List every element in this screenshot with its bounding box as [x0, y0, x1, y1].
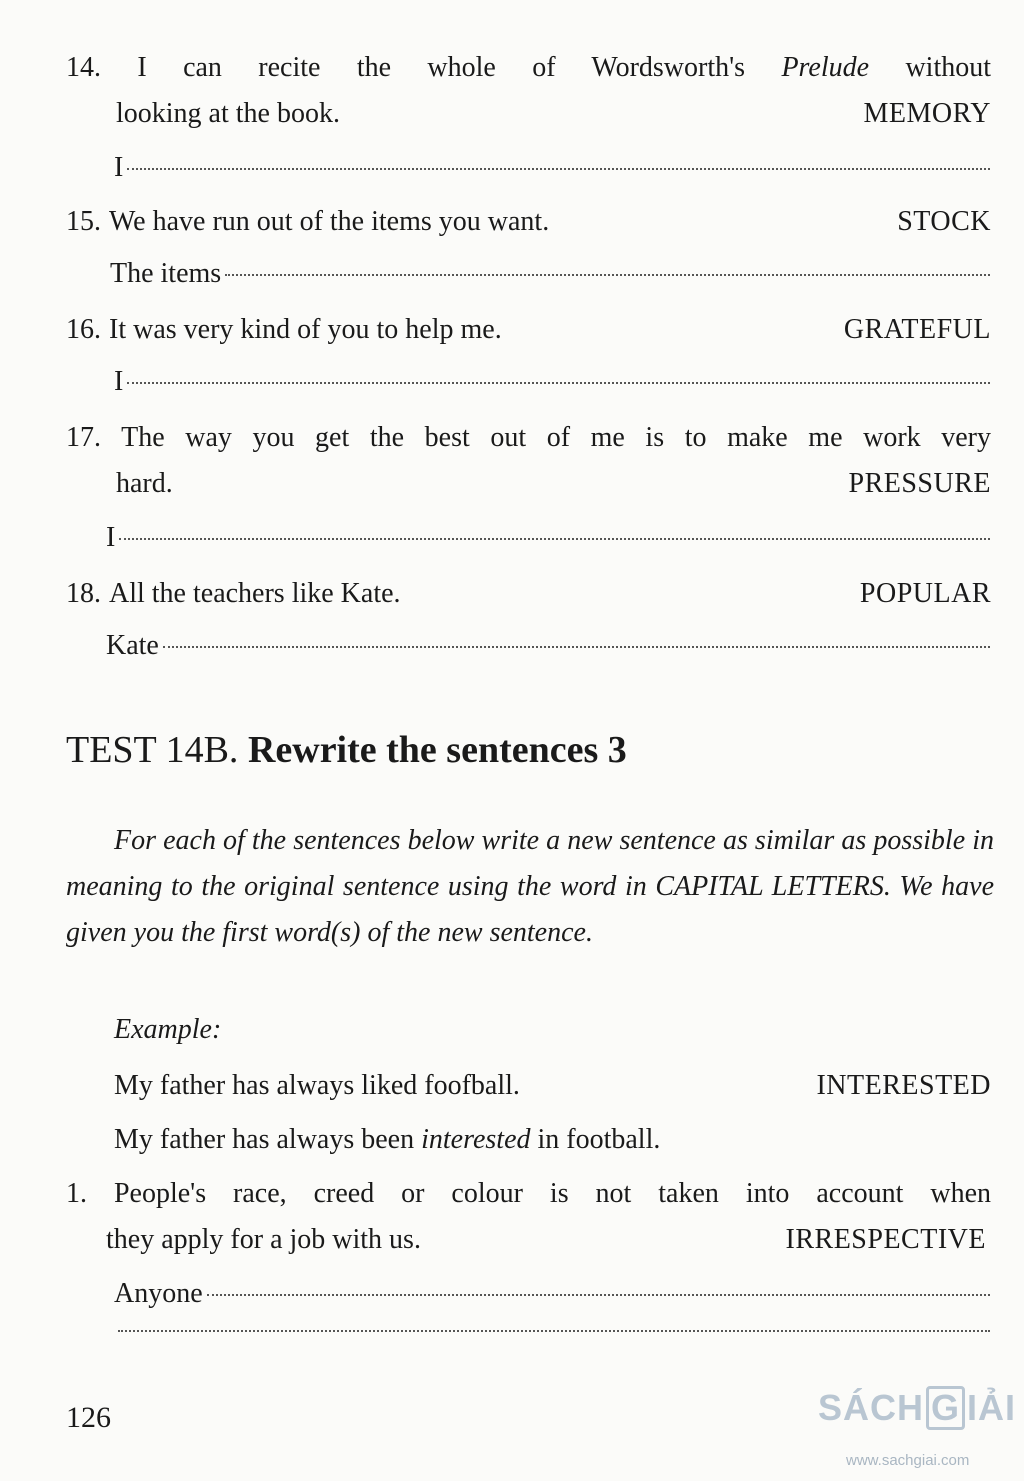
item-17-line2 [116, 466, 991, 502]
question-1-line1 [66, 1176, 991, 1212]
item-14-keyword: MEMORY [863, 98, 991, 129]
question-1-answer[interactable] [114, 1276, 990, 1312]
item-14-text: 14. I can recite the whole of Wordsworth's Prelude without [66, 52, 991, 83]
item-17-keyword: PRESSURE [848, 468, 991, 499]
answer-dotted-line[interactable] [127, 168, 990, 170]
test-heading [66, 726, 627, 774]
example-sentence: My father has always liked foofball. [114, 1070, 520, 1101]
item-16-keyword: GRATEFUL [843, 314, 991, 345]
item-14-text-cont: looking at the book. [116, 98, 340, 129]
answer-start: I [114, 366, 124, 397]
question-1-text: 1. People's race, creed or colour is not taken into account when [66, 1178, 992, 1209]
example-sentence-line [114, 1068, 991, 1104]
answer-start: The items [110, 258, 222, 289]
answer-dotted-line[interactable] [127, 382, 990, 384]
item-16-text: 16. It was very kind of you to help me. [66, 314, 502, 345]
answer-dotted-line[interactable] [118, 1330, 990, 1332]
item-17-text-cont: hard. [116, 468, 173, 499]
item-18-line [66, 576, 991, 612]
item-18-answer[interactable] [106, 628, 990, 664]
page-number: 126 [66, 1401, 111, 1434]
test-code: TEST 14B. [66, 729, 239, 771]
answer-start: I [114, 152, 124, 183]
item-17-line1 [66, 420, 991, 456]
question-1-text-cont: they apply for a job with us. [106, 1224, 421, 1255]
item-15-answer[interactable] [110, 256, 990, 292]
item-18-text: 18. All the teachers like Kate. [66, 578, 401, 609]
answer-dotted-line[interactable] [119, 538, 990, 540]
item-16-line [66, 312, 991, 348]
test-title: Rewrite the sentences 3 [247, 729, 627, 771]
item-17-answer[interactable] [106, 520, 990, 556]
example-label: Example: [114, 1014, 222, 1045]
answer-start: Kate [106, 630, 159, 661]
item-18-keyword: POPULAR [859, 578, 991, 609]
item-15-keyword: STOCK [897, 206, 991, 237]
instructions: For each of the sentences below write a new sentence as similar as possible in meaning to the original sentence using the word in CAPITAL LETTERS. We have given you the first word(s) of the new sentence. [66, 825, 994, 948]
answer-dotted-line[interactable] [163, 646, 990, 648]
item-17-text: 17. The way you get the best out of me is to make me work very [66, 422, 991, 453]
answer-dotted-line[interactable] [225, 274, 990, 276]
answer-start: I [106, 522, 116, 553]
item-14-answer[interactable] [114, 150, 990, 186]
answer-start: Anyone [114, 1278, 203, 1309]
watermark-url: www.sachgiai.com [846, 1452, 970, 1469]
watermark-logo: SÁCH G IẢI [818, 1387, 1017, 1428]
item-15-text: 15. We have run out of the items you want. [66, 206, 550, 237]
answer-dotted-line[interactable] [207, 1294, 990, 1296]
example-keyword: INTERESTED [816, 1070, 991, 1101]
item-14-line1 [66, 50, 991, 86]
example-answer-line [114, 1122, 991, 1158]
item-16-answer[interactable] [114, 364, 990, 400]
question-1-keyword: IRRESPECTIVE [785, 1224, 986, 1255]
question-1-line2 [106, 1222, 986, 1258]
item-15-line [66, 204, 991, 240]
example-answer: My father has always been interested in football. [114, 1124, 661, 1155]
item-14-line2 [116, 96, 991, 132]
question-1-answer-line2[interactable] [118, 1336, 990, 1338]
